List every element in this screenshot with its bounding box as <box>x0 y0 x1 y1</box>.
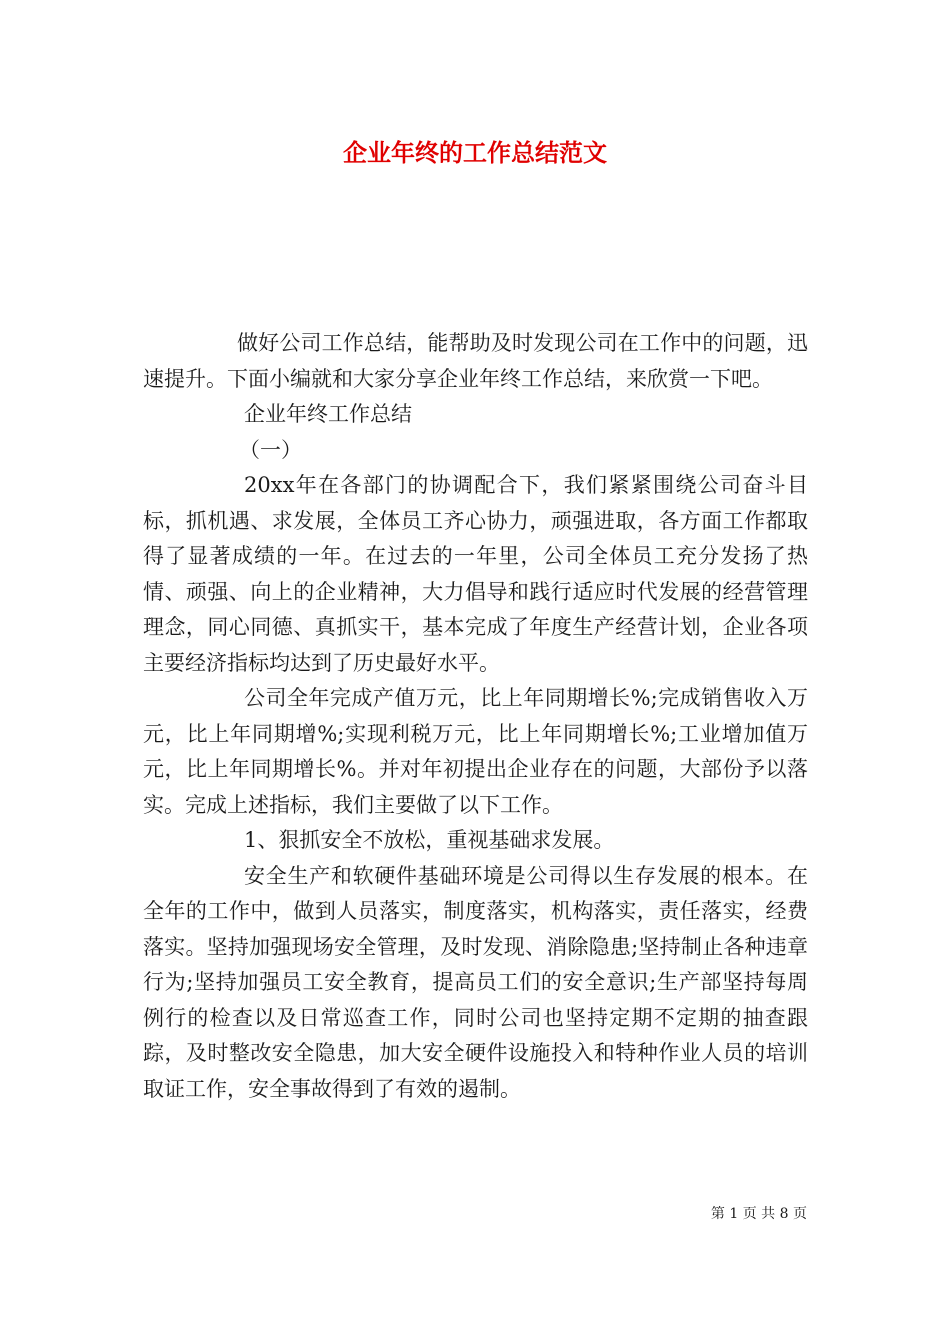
document-body <box>143 326 808 1107</box>
intro-paragraph: 做好公司工作总结，能帮助及时发现公司在工作中的问题，迅速提升。下面小编就和大家分享企业年终工作总结，来欣赏一下吧。 <box>143 331 808 391</box>
section-number: （一） <box>239 437 302 462</box>
body-paragraph: 公司全年完成产值万元，比上年同期增长%;完成销售收入万元，比上年同期增%;实现利税万元，比上年同期增长%;工业增加值万元，比上年同期增长%。并对年初提出企业存在的问题，大部份予以落实。完成上述指标，我们主要做了以下工作。 <box>143 686 808 817</box>
body-paragraph: 安全生产和软硬件基础环境是公司得以生存发展的根本。在全年的工作中，做到人员落实，制度落实，机构落实，责任落实，经费落实。坚持加强现场安全管理，及时发现、消除隐患;坚持制止各种违章行为;坚持加强员工安全教育，提高员工们的安全意识;生产部坚持每周例行的检查以及日常巡查工作，同时公司也坚持定期不定期的抽查跟踪，及时整改安全隐患，加大安全硬件设施投入和特种作业人员的培训取证工作，安全事故得到了有效的遏制。 <box>143 863 808 1101</box>
section-heading: 企业年终工作总结 <box>244 402 412 426</box>
list-heading: 1、狠抓安全不放松，重视基础求发展。 <box>244 828 615 852</box>
document-title: 企业年终的工作总结范文 <box>343 138 607 167</box>
page-number: 第 1 页 共 8 页 <box>710 1206 807 1222</box>
body-paragraph: 20xx年在各部门的协调配合下，我们紧紧围绕公司奋斗目标，抓机遇、求发展，全体员工齐心协力，顽强进取，各方面工作都取得了显著成绩的一年。在过去的一年里，公司全体员工充分发扬了热情、顽强、向上的企业精神，大力倡导和践行适应时代发展的经营管理理念，同心同德、真抓实干，基本完成了年度生产经营计划，企业各项主要经济指标均达到了历史最好水平。 <box>143 473 808 675</box>
